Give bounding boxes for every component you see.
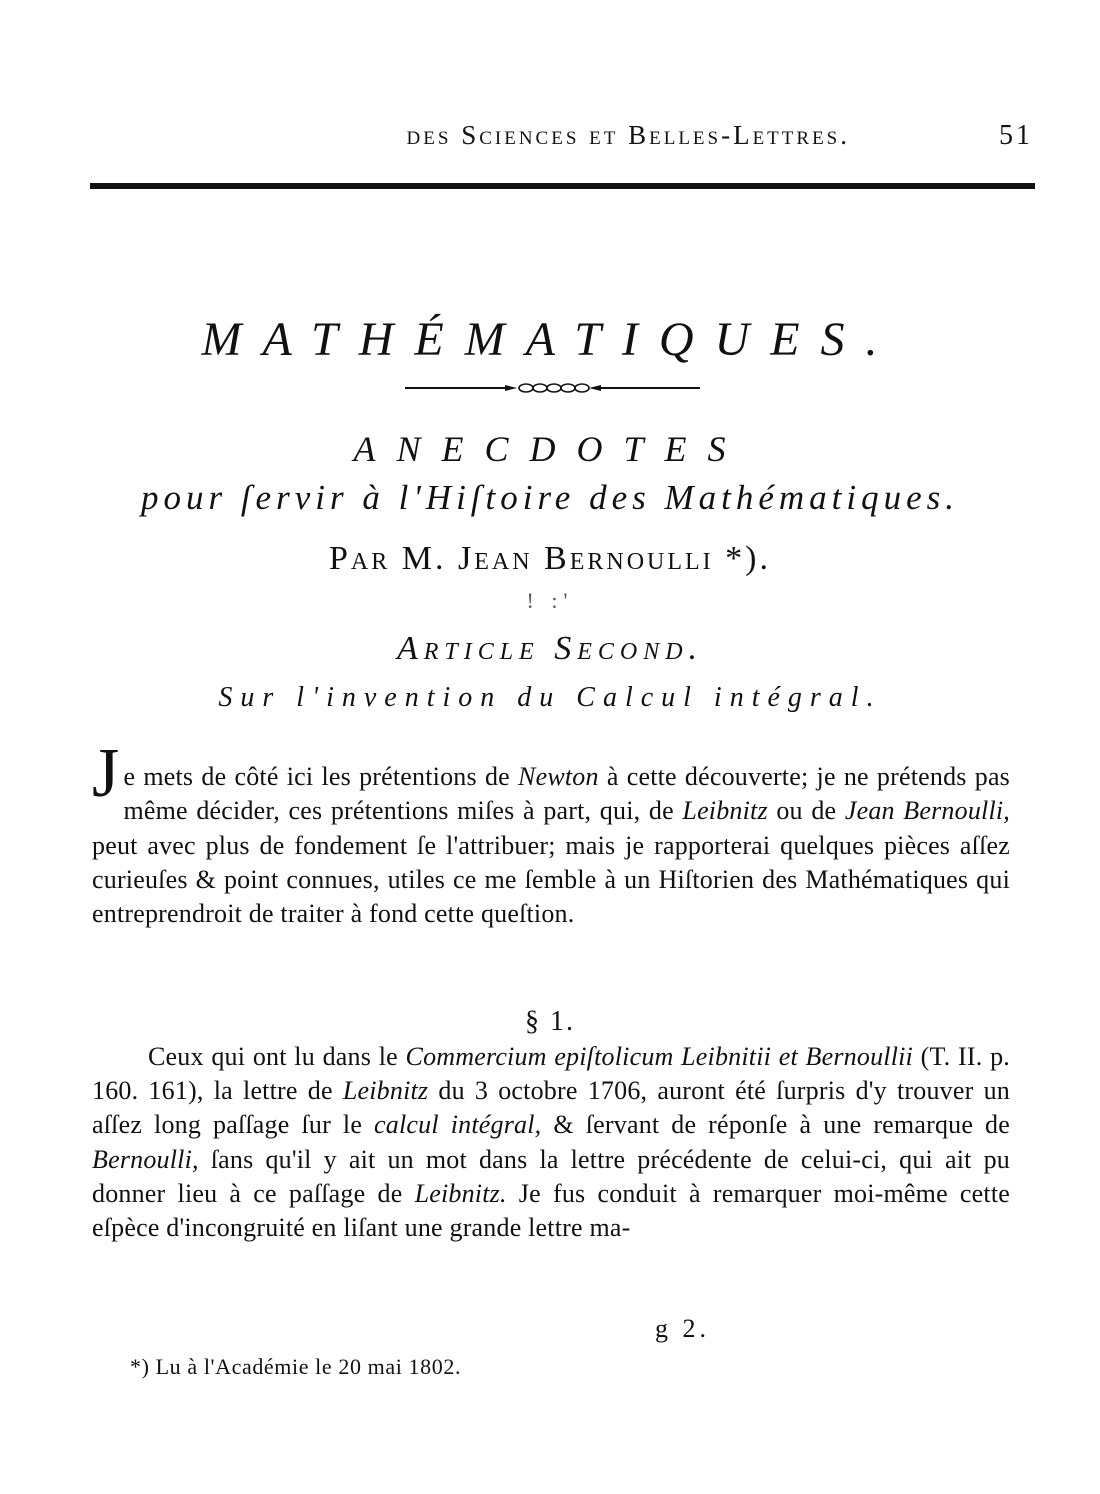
running-title: des Sciences et Belles-Lettres.: [406, 120, 850, 150]
p2-text-5: ſans qu'il y ait un mot dans la lettre précédente de celui-ci, qui ait pu donner lieu à ce paſſage de: [92, 1144, 1010, 1208]
intro-italic-leibnitz: Leibnitz: [682, 796, 768, 826]
intro-text-2: à cette découverte; je ne prétends pas même décider, ces prétentions miſes à part, qui, de: [123, 762, 1011, 826]
article-subtitle: Sur l'invention du Calcul intégral.: [218, 682, 882, 713]
signature-mark: g 2.: [655, 1314, 710, 1343]
p2-text-4: & ſervant de réponſe à une remarque de: [541, 1110, 1010, 1140]
page-number: 51: [999, 120, 1033, 151]
p2-italic-leibnitz-2: Leibnitz.: [414, 1178, 507, 1208]
intro-text-3: ou de: [767, 796, 845, 826]
footnote: *) Lu à l'Académie le 20 mai 1802.: [130, 1354, 462, 1379]
intro-text-4: peut avec plus de fondement ſe l'attribuer; mais je rapporterai quelques pièces aſſez curieuſes & point connues, utiles ce me ſemble à un Hiſtorien des Mathématiques qui entreprendroit de traiter à fond cette queſtion.: [92, 830, 1010, 929]
stray-marks: ! :': [526, 588, 574, 613]
p2-italic-calcul: calcul intégral,: [374, 1110, 542, 1140]
header-rule: [90, 183, 1035, 189]
intro-text-1: e mets de côté ici les prétentions de: [123, 762, 519, 791]
running-head: [90, 118, 1035, 158]
p2-text-2: (T. II. p. 160. 161), la lettre de: [92, 1042, 1010, 1106]
article-heading: Article Second.: [396, 630, 704, 667]
section-title: MATHÉMATIQUES.: [201, 313, 899, 366]
subtitle: pour ſervir à l'Hiſtoire des Mathématiques.: [140, 478, 960, 517]
intro-italic-bernoulli: Jean Bernoulli,: [844, 796, 1010, 826]
p2-text-3: du 3 octobre 1706, auront été ſurpris d'y trouver un aſſez long paſſage ſur le: [92, 1076, 1011, 1140]
p2-italic-commercium: Commercium epiſtolicum Leibnitii et Bernoullii: [405, 1042, 913, 1071]
ornament-divider: [405, 380, 700, 396]
paragraph-section-1: [92, 1040, 1010, 1245]
anecdotes-heading: ANECDOTES: [353, 429, 747, 469]
author-line: Par M. Jean Bernoulli *).: [328, 540, 771, 577]
p2-italic-bernoulli: Bernoulli,: [92, 1144, 199, 1174]
p2-italic-leibnitz: Leibnitz: [342, 1076, 429, 1106]
drop-cap: J: [92, 735, 120, 812]
intro-italic-newton: Newton: [518, 762, 599, 791]
paragraph-intro: [92, 735, 1011, 931]
p2-text-1: Ceux qui ont lu dans le: [148, 1042, 406, 1071]
p2-text-6: Je fus conduit à remarquer moi-même cette eſpèce d'incongruité en liſant une grande lettre ma-: [92, 1178, 1010, 1243]
section-mark: § 1.: [525, 1006, 575, 1037]
